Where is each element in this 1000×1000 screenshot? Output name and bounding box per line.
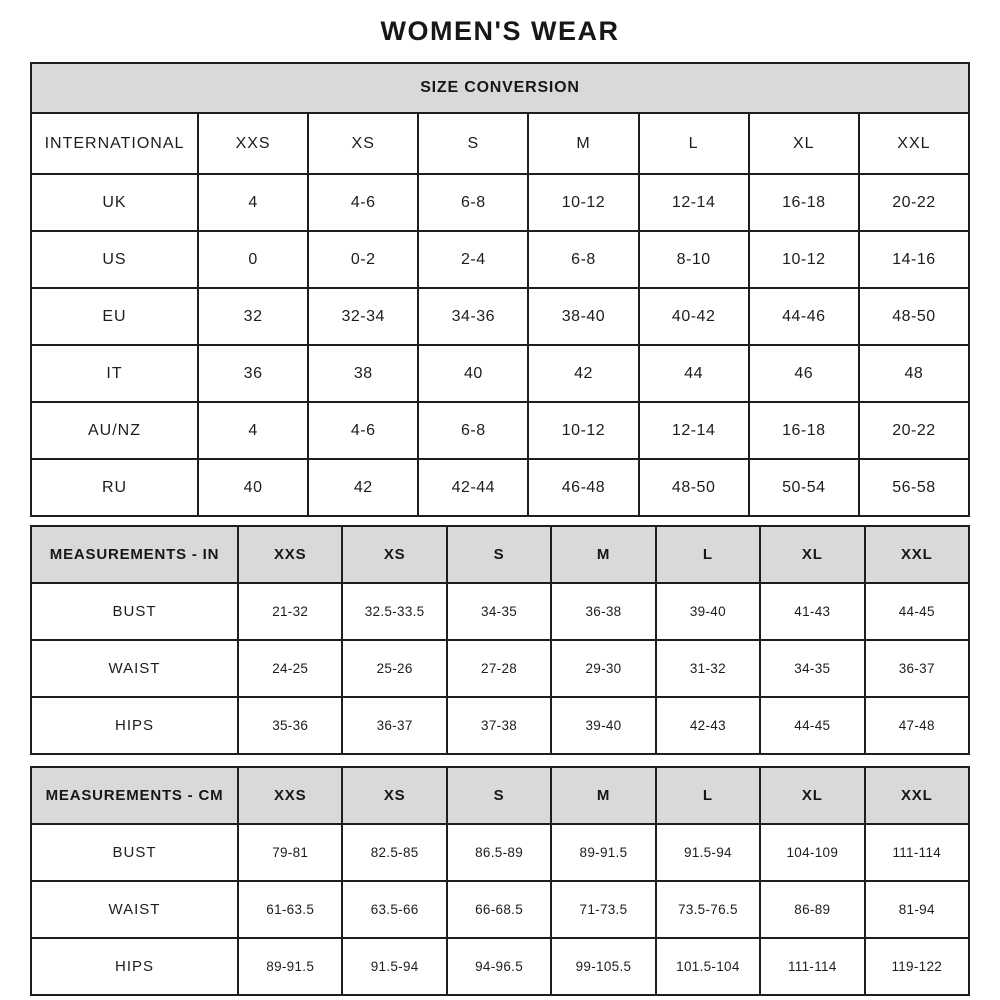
column-header-size: S bbox=[418, 113, 528, 174]
column-header-size: XL bbox=[760, 526, 864, 583]
measurement-value-cell: 32.5-33.5 bbox=[342, 583, 446, 640]
measurements-header-row bbox=[31, 767, 969, 824]
measurement-value-cell: 21-32 bbox=[238, 583, 342, 640]
size-value-cell: 46-48 bbox=[528, 459, 638, 516]
size-value-cell: 10-12 bbox=[528, 402, 638, 459]
measurement-value-cell: 79-81 bbox=[238, 824, 342, 881]
size-value-cell: 4 bbox=[198, 174, 308, 231]
measurement-value-cell: 111-114 bbox=[865, 824, 969, 881]
row-label: WAIST bbox=[31, 881, 238, 938]
column-header-size: XXS bbox=[238, 526, 342, 583]
size-value-cell: 50-54 bbox=[749, 459, 859, 516]
size-conversion-table bbox=[30, 62, 970, 517]
measurement-value-cell: 35-36 bbox=[238, 697, 342, 754]
measurements-header-row bbox=[31, 526, 969, 583]
size-value-cell: 32-34 bbox=[308, 288, 418, 345]
size-value-cell: 44-46 bbox=[749, 288, 859, 345]
size-value-cell: 6-8 bbox=[528, 231, 638, 288]
page-title: WOMEN'S WEAR bbox=[380, 16, 620, 46]
size-value-cell: 38-40 bbox=[528, 288, 638, 345]
measurement-value-cell: 31-32 bbox=[656, 640, 760, 697]
size-value-cell: 32 bbox=[198, 288, 308, 345]
size-value-cell: 42-44 bbox=[418, 459, 528, 516]
row-label: HIPS bbox=[31, 938, 238, 995]
column-header-size: XXL bbox=[865, 526, 969, 583]
table-row bbox=[31, 345, 969, 402]
measurement-value-cell: 86.5-89 bbox=[447, 824, 551, 881]
measurement-value-cell: 34-35 bbox=[447, 583, 551, 640]
table-row bbox=[31, 459, 969, 516]
column-header-row bbox=[31, 113, 969, 174]
row-label: EU bbox=[31, 288, 198, 345]
size-value-cell: 48-50 bbox=[859, 288, 969, 345]
row-label: WAIST bbox=[31, 640, 238, 697]
column-header-size: S bbox=[447, 767, 551, 824]
table-row bbox=[31, 288, 969, 345]
size-value-cell: 6-8 bbox=[418, 402, 528, 459]
table-row bbox=[31, 881, 969, 938]
row-label: US bbox=[31, 231, 198, 288]
row-label: AU/NZ bbox=[31, 402, 198, 459]
size-value-cell: 44 bbox=[639, 345, 749, 402]
size-value-cell: 48-50 bbox=[639, 459, 749, 516]
column-header-size: S bbox=[447, 526, 551, 583]
measurement-value-cell: 25-26 bbox=[342, 640, 446, 697]
measurements-in-table bbox=[30, 525, 970, 755]
measurements-header: MEASUREMENTS - CM bbox=[31, 767, 238, 824]
column-header-size: XXL bbox=[859, 113, 969, 174]
measurement-value-cell: 36-38 bbox=[551, 583, 655, 640]
measurement-value-cell: 82.5-85 bbox=[342, 824, 446, 881]
row-label: RU bbox=[31, 459, 198, 516]
column-header-size: L bbox=[639, 113, 749, 174]
measurement-value-cell: 42-43 bbox=[656, 697, 760, 754]
measurement-value-cell: 44-45 bbox=[865, 583, 969, 640]
size-value-cell: 8-10 bbox=[639, 231, 749, 288]
size-value-cell: 48 bbox=[859, 345, 969, 402]
column-header-size: XL bbox=[760, 767, 864, 824]
table-row bbox=[31, 231, 969, 288]
measurement-value-cell: 119-122 bbox=[865, 938, 969, 995]
measurement-value-cell: 29-30 bbox=[551, 640, 655, 697]
table-row bbox=[31, 697, 969, 754]
size-value-cell: 16-18 bbox=[749, 174, 859, 231]
measurement-value-cell: 104-109 bbox=[760, 824, 864, 881]
measurement-value-cell: 99-105.5 bbox=[551, 938, 655, 995]
row-label: BUST bbox=[31, 583, 238, 640]
size-conversion-header-row bbox=[31, 63, 969, 113]
size-value-cell: 36 bbox=[198, 345, 308, 402]
measurement-value-cell: 101.5-104 bbox=[656, 938, 760, 995]
size-value-cell: 10-12 bbox=[749, 231, 859, 288]
size-value-cell: 4-6 bbox=[308, 402, 418, 459]
measurement-value-cell: 94-96.5 bbox=[447, 938, 551, 995]
size-value-cell: 38 bbox=[308, 345, 418, 402]
measurement-value-cell: 91.5-94 bbox=[342, 938, 446, 995]
measurement-value-cell: 37-38 bbox=[447, 697, 551, 754]
table-row bbox=[31, 402, 969, 459]
row-label: IT bbox=[31, 345, 198, 402]
size-value-cell: 14-16 bbox=[859, 231, 969, 288]
row-label: BUST bbox=[31, 824, 238, 881]
size-conversion-header: SIZE CONVERSION bbox=[31, 63, 969, 113]
measurement-value-cell: 89-91.5 bbox=[551, 824, 655, 881]
size-value-cell: 42 bbox=[308, 459, 418, 516]
measurement-value-cell: 91.5-94 bbox=[656, 824, 760, 881]
column-header-size: XXS bbox=[238, 767, 342, 824]
size-value-cell: 34-36 bbox=[418, 288, 528, 345]
measurement-value-cell: 36-37 bbox=[865, 640, 969, 697]
column-header-international: INTERNATIONAL bbox=[31, 113, 198, 174]
measurement-value-cell: 71-73.5 bbox=[551, 881, 655, 938]
size-value-cell: 4 bbox=[198, 402, 308, 459]
size-value-cell: 56-58 bbox=[859, 459, 969, 516]
measurement-value-cell: 86-89 bbox=[760, 881, 864, 938]
table-row bbox=[31, 824, 969, 881]
measurement-value-cell: 24-25 bbox=[238, 640, 342, 697]
size-value-cell: 12-14 bbox=[639, 174, 749, 231]
column-header-size: XS bbox=[308, 113, 418, 174]
measurement-value-cell: 34-35 bbox=[760, 640, 864, 697]
measurement-value-cell: 81-94 bbox=[865, 881, 969, 938]
table-row bbox=[31, 938, 969, 995]
column-header-size: M bbox=[551, 526, 655, 583]
size-value-cell: 10-12 bbox=[528, 174, 638, 231]
table-row bbox=[31, 640, 969, 697]
size-value-cell: 46 bbox=[749, 345, 859, 402]
size-value-cell: 20-22 bbox=[859, 174, 969, 231]
table-row bbox=[31, 583, 969, 640]
column-header-size: M bbox=[528, 113, 638, 174]
measurement-value-cell: 41-43 bbox=[760, 583, 864, 640]
size-value-cell: 4-6 bbox=[308, 174, 418, 231]
size-value-cell: 0 bbox=[198, 231, 308, 288]
measurement-value-cell: 63.5-66 bbox=[342, 881, 446, 938]
column-header-size: L bbox=[656, 526, 760, 583]
size-value-cell: 42 bbox=[528, 345, 638, 402]
size-value-cell: 40 bbox=[198, 459, 308, 516]
column-header-size: L bbox=[656, 767, 760, 824]
measurement-value-cell: 36-37 bbox=[342, 697, 446, 754]
measurement-value-cell: 111-114 bbox=[760, 938, 864, 995]
column-header-size: M bbox=[551, 767, 655, 824]
column-header-size: XS bbox=[342, 526, 446, 583]
measurements-cm-table bbox=[30, 766, 970, 996]
measurement-value-cell: 89-91.5 bbox=[238, 938, 342, 995]
measurement-value-cell: 44-45 bbox=[760, 697, 864, 754]
size-value-cell: 40-42 bbox=[639, 288, 749, 345]
measurement-value-cell: 39-40 bbox=[551, 697, 655, 754]
measurement-value-cell: 73.5-76.5 bbox=[656, 881, 760, 938]
column-header-size: XXL bbox=[865, 767, 969, 824]
measurement-value-cell: 39-40 bbox=[656, 583, 760, 640]
column-header-size: XS bbox=[342, 767, 446, 824]
measurement-value-cell: 27-28 bbox=[447, 640, 551, 697]
column-header-size: XXS bbox=[198, 113, 308, 174]
row-label: HIPS bbox=[31, 697, 238, 754]
size-value-cell: 16-18 bbox=[749, 402, 859, 459]
size-value-cell: 0-2 bbox=[308, 231, 418, 288]
table-row bbox=[31, 174, 969, 231]
size-value-cell: 20-22 bbox=[859, 402, 969, 459]
measurement-value-cell: 47-48 bbox=[865, 697, 969, 754]
size-value-cell: 12-14 bbox=[639, 402, 749, 459]
measurements-header: MEASUREMENTS - IN bbox=[31, 526, 238, 583]
size-value-cell: 6-8 bbox=[418, 174, 528, 231]
measurement-value-cell: 61-63.5 bbox=[238, 881, 342, 938]
measurement-value-cell: 66-68.5 bbox=[447, 881, 551, 938]
size-value-cell: 40 bbox=[418, 345, 528, 402]
row-label: UK bbox=[31, 174, 198, 231]
column-header-size: XL bbox=[749, 113, 859, 174]
size-value-cell: 2-4 bbox=[418, 231, 528, 288]
